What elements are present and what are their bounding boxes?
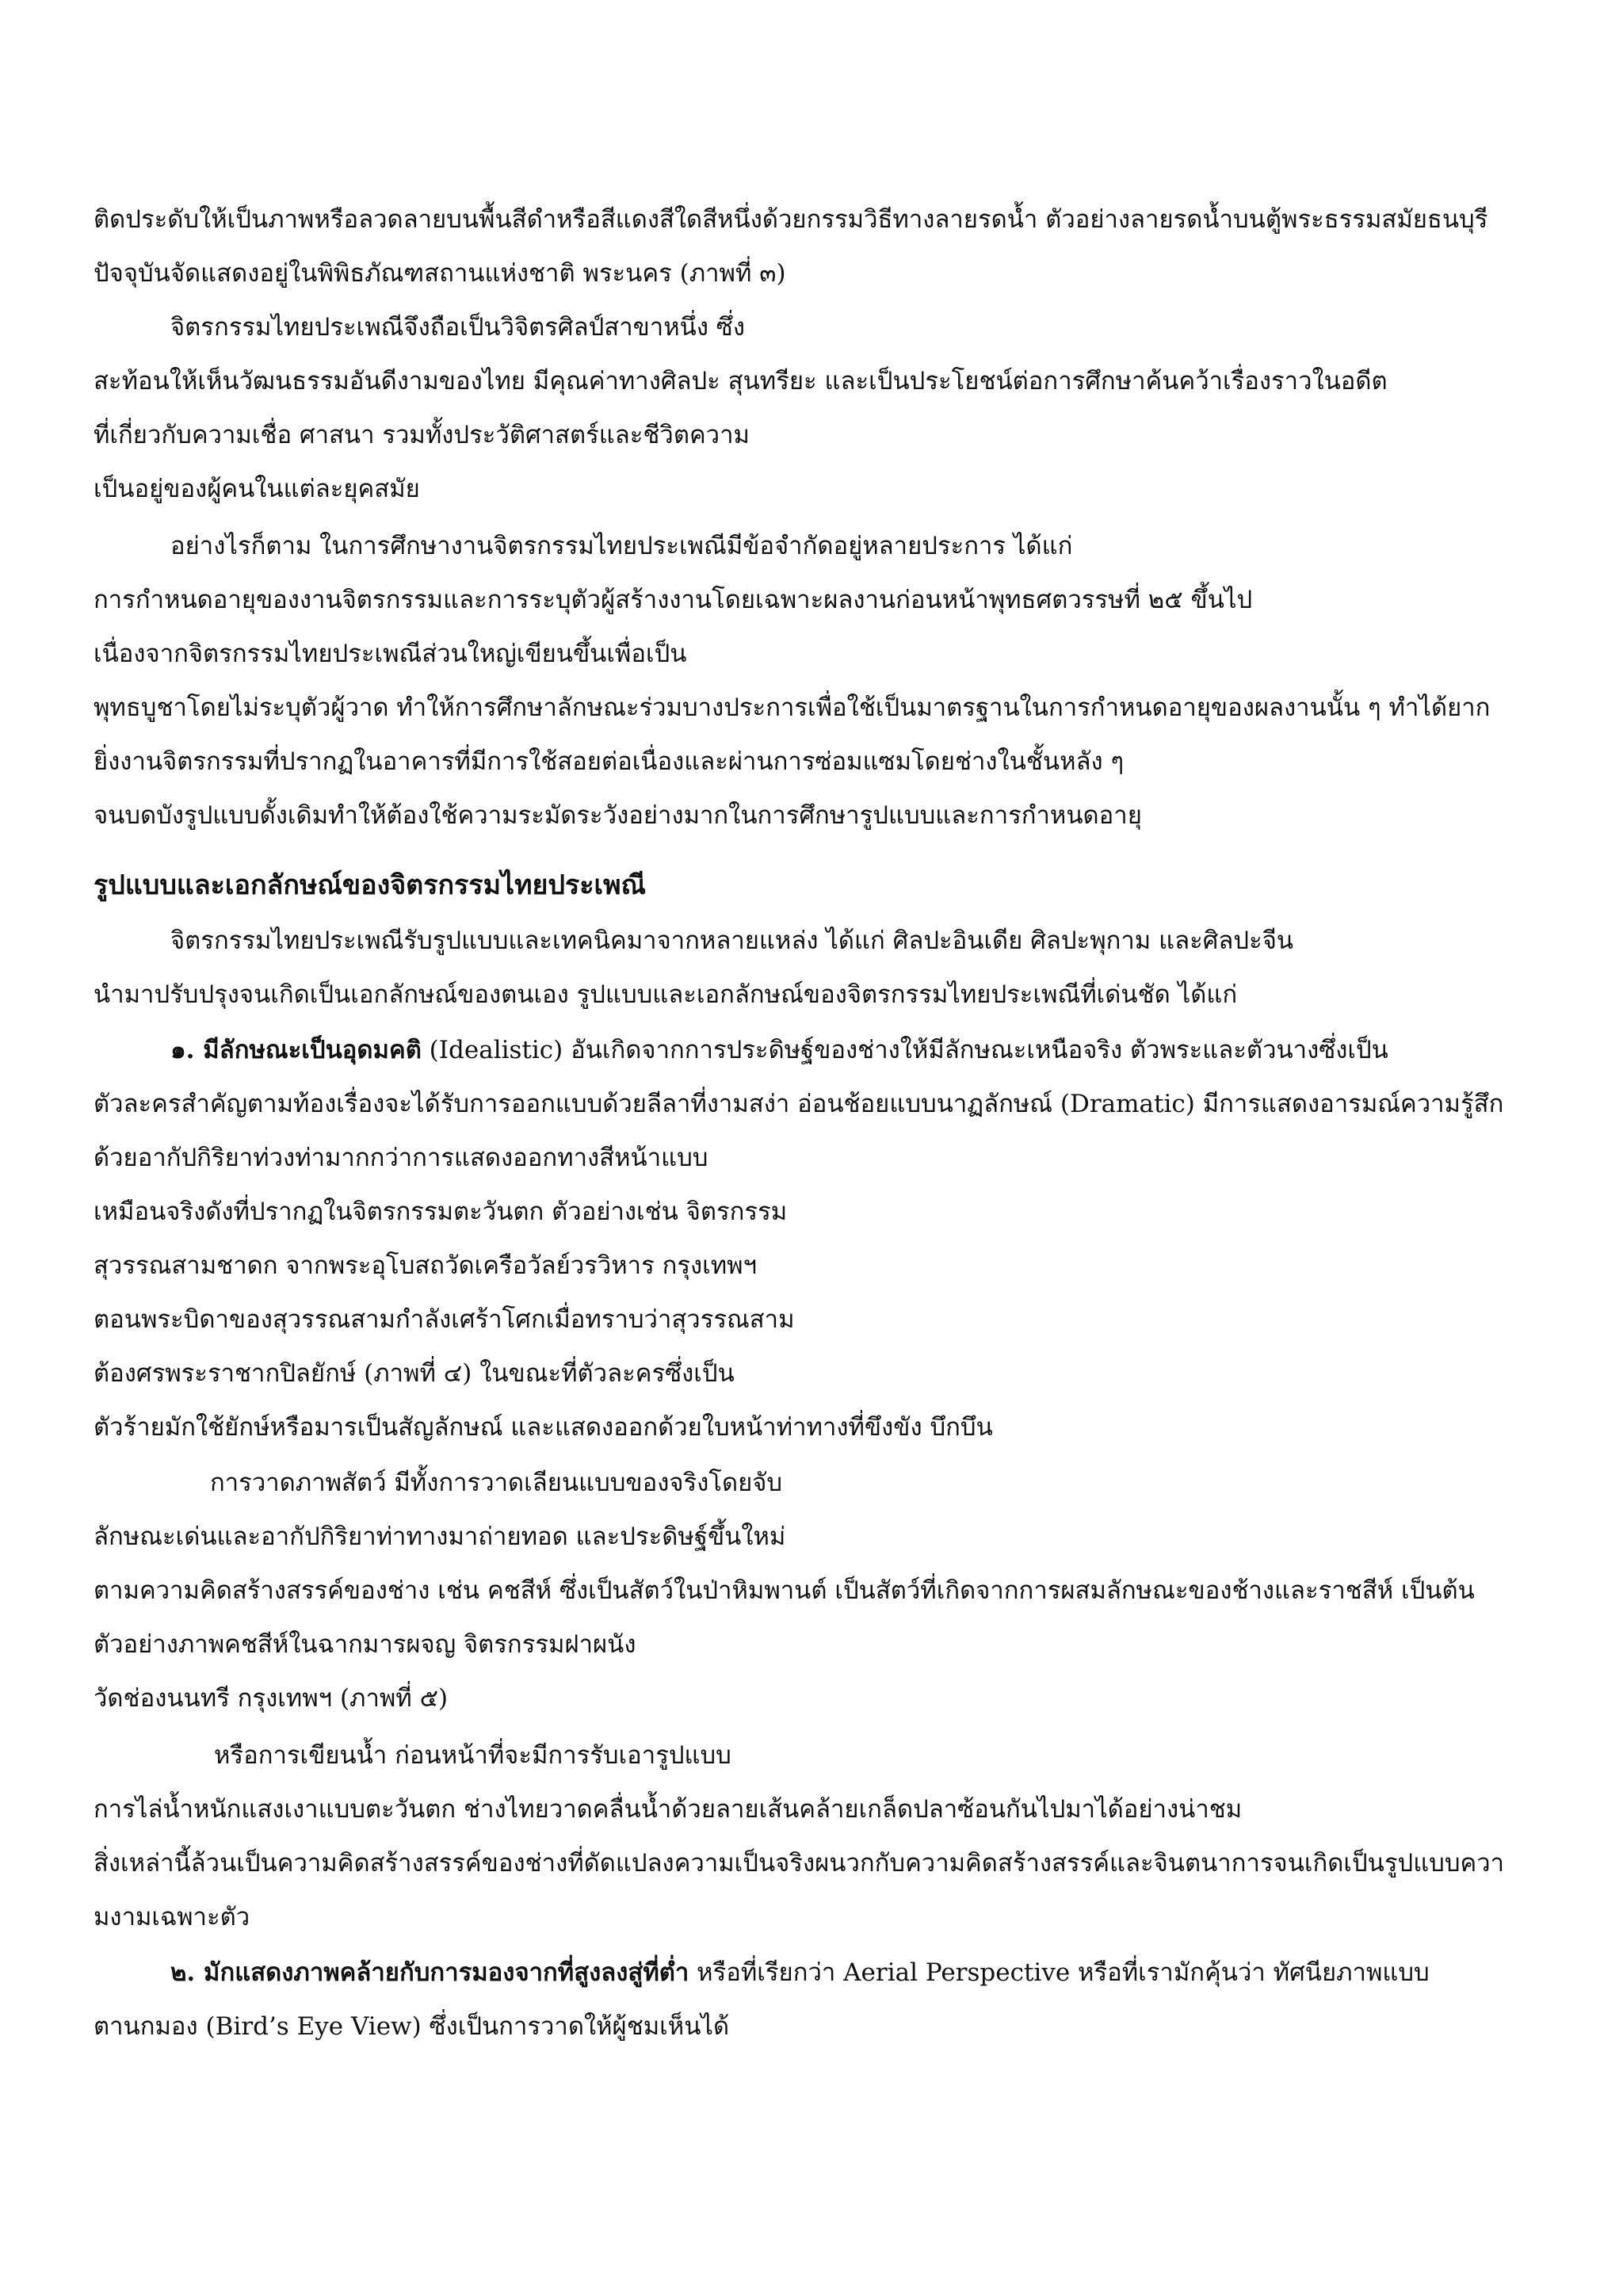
text-line: ต้องศรพระราชากปิลยักษ์ (ภาพที่ ๔) ในขณะที่ตัวละครซึ่งเป็น	[94, 1359, 735, 1388]
text-line: ลักษณะเด่นและอากัปกิริยาท่าทางมาถ่ายทอด และประดิษฐ์ขึ้นใหม่	[94, 1522, 786, 1551]
section-heading: รูปแบบและเอกลักษณ์ของจิตรกรรมไทยประเพณี	[94, 869, 647, 901]
text-line: พุทธบูชาโดยไม่ระบุตัวผู้วาด ทำให้การศึกษาลักษณะร่วมบางประการเพื่อใช้เป็นมาตรฐานในการกำหนดอายุของผลงานนั้น ๆ ทำได้ยาก	[94, 693, 1491, 722]
text-line: อย่างไรก็ตาม ในการศึกษางานจิตรกรรมไทยประเพณีมีข้อจำกัดอยู่หลายประการ ได้แก่	[170, 532, 1073, 560]
text-line: หรือการเขียนน้ำ ก่อนหน้าที่จะมีการรับเอารูปแบบ	[214, 1741, 731, 1770]
text-line	[170, 1958, 1430, 1988]
text-span: หรือที่เรียกว่า Aerial Perspective หรือที่เรามักคุ้นว่า ทัศนียภาพแบบ	[689, 1958, 1430, 1987]
text-line: จนบดบังรูปแบบดั้งเดิมทำให้ต้องใช้ความระมัดระวังอย่างมากในการศึกษารูปแบบและการกำหนดอายุ	[94, 801, 1142, 830]
text-line: การกำหนดอายุของงานจิตรกรรมและการระบุตัวผู้สร้างงานโดยเฉพาะผลงานก่อนหน้าพุทธศตวรรษที่ ๒๕ ขึ้นไป	[94, 586, 1253, 614]
text-line: ตานกมอง (Bird’s Eye View) ซึ่งเป็นการวาดให้ผู้ชมเห็นได้	[94, 2012, 730, 2041]
bold-label: ๒. มักแสดงภาพคล้ายกับการมองจากที่สูงลงสู่ที่ต่ำ	[170, 1958, 689, 1987]
bold-label: ๑. มีลักษณะเป็นอุดมคติ	[170, 1036, 422, 1064]
text-line: การไล่น้ำหนักแสงเงาแบบตะวันตก ช่างไทยวาดคลื่นน้ำด้วยลายเส้นคล้ายเกล็ดปลาซ้อนกันไปมาได้อย่างน่าชม	[94, 1795, 1243, 1824]
text-line: เป็นอยู่ของผู้คนในแต่ละยุคสมัย	[94, 475, 420, 503]
text-line: ปัจจุบันจัดแสดงอยู่ในพิพิธภัณฑสถานแห่งชาติ พระนคร (ภาพที่ ๓)	[94, 259, 786, 288]
text-line: การวาดภาพสัตว์ มีทั้งการวาดเลียนแบบของจริงโดยจับ	[210, 1469, 783, 1497]
text-span: (Idealistic) อันเกิดจากการประดิษฐ์ของช่างให้มีลักษณะเหนือจริง ตัวพระและตัวนางซึ่งเป็น	[421, 1036, 1388, 1064]
text-line: วัดช่องนนทรี กรุงเทพฯ (ภาพที่ ๕)	[94, 1684, 449, 1713]
text-line: สิ่งเหล่านี้ล้วนเป็นความคิดสร้างสรรค์ของช่างที่ดัดแปลงความเป็นจริงผนวกกับความคิดสร้างสรรค์และจินตนาการจนเกิดเป็นรูปแบบควา	[94, 1849, 1505, 1878]
text-line: นำมาปรับปรุงจนเกิดเป็นเอกลักษณ์ของตนเอง รูปแบบและเอกลักษณ์ของจิตรกรรมไทยประเพณีที่เด่นชัด ได้แก่	[94, 980, 1238, 1009]
text-line	[170, 1035, 1388, 1066]
text-line: ด้วยอากัปกิริยาท่วงท่ามากกว่าการแสดงออกทางสีหน้าแบบ	[94, 1144, 708, 1172]
text-line: จิตรกรรมไทยประเพณีจึงถือเป็นวิจิตรศิลป์สาขาหนึ่ง ซึ่ง	[170, 313, 745, 342]
text-line: มงามเฉพาะตัว	[94, 1903, 250, 1931]
text-line: ที่เกี่ยวกับความเชื่อ ศาสนา รวมทั้งประวัติศาสตร์และชีวิตความ	[94, 421, 750, 449]
text-line: ตามความคิดสร้างสรรค์ของช่าง เช่น คชสีห์ ซึ่งเป็นสัตว์ในป่าหิมพานต์ เป็นสัตว์ที่เกิดจากการผสมลักษณะของช้างและราชสีห์ เป็นต้น	[94, 1576, 1475, 1605]
text-line: เนื่องจากจิตรกรรมไทยประเพณีส่วนใหญ่เขียนขึ้นเพื่อเป็น	[94, 640, 687, 668]
text-line: ติดประดับให้เป็นภาพหรือลวดลายบนพื้นสีดำหรือสีแดงสีใดสีหนึ่งด้วยกรรมวิธีทางลายรดน้ำ ตัวอย่างลายรดน้ำบนตู้พระธรรมสมัยธนบุรี	[94, 205, 1488, 234]
text-line: จิตรกรรมไทยประเพณีรับรูปแบบและเทคนิคมาจากหลายแหล่ง ได้แก่ ศิลปะอินเดีย ศิลปะพุกาม และศิลปะจีน	[170, 926, 1294, 955]
text-line: ตัวร้ายมักใช้ยักษ์หรือมารเป็นสัญลักษณ์ และแสดงออกด้วยใบหน้าท่าทางที่ขึงขัง บึกบึน	[94, 1413, 993, 1442]
text-line: ยิ่งงานจิตรกรรมที่ปรากฏในอาคารที่มีการใช้สอยต่อเนื่องและผ่านการซ่อมแซมโดยช่างในชั้นหลัง ๆ	[94, 747, 1125, 776]
text-line: สุวรรณสามชาดก จากพระอุโบสถวัดเครือวัลย์วรวิหาร กรุงเทพฯ	[94, 1251, 758, 1280]
text-line: ตอนพระบิดาของสุวรรณสามกำลังเศร้าโศกเมื่อทราบว่าสุวรรณสาม	[94, 1305, 795, 1334]
text-line: สะท้อนให้เห็นวัฒนธรรมอันดีงามของไทย มีคุณค่าทางศิลปะ สุนทรียะ และเป็นประโยชน์ต่อการศึกษาค้นคว้าเรื่องราวในอดีต	[94, 367, 1388, 395]
text-line: ตัวอย่างภาพคชสีห์ในฉากมารผจญ จิตรกรรมฝาผนัง	[94, 1630, 636, 1659]
text-line: เหมือนจริงดังที่ปรากฏในจิตรกรรมตะวันตก ตัวอย่างเช่น จิตรกรรม	[94, 1198, 788, 1226]
text-line: ตัวละครสำคัญตามท้องเรื่องจะได้รับการออกแบบด้วยลีลาที่งามสง่า อ่อนช้อยแบบนาฏลักษณ์ (Dramatic) มีการแสดงอารมณ์ความรู้สึก	[94, 1090, 1504, 1118]
